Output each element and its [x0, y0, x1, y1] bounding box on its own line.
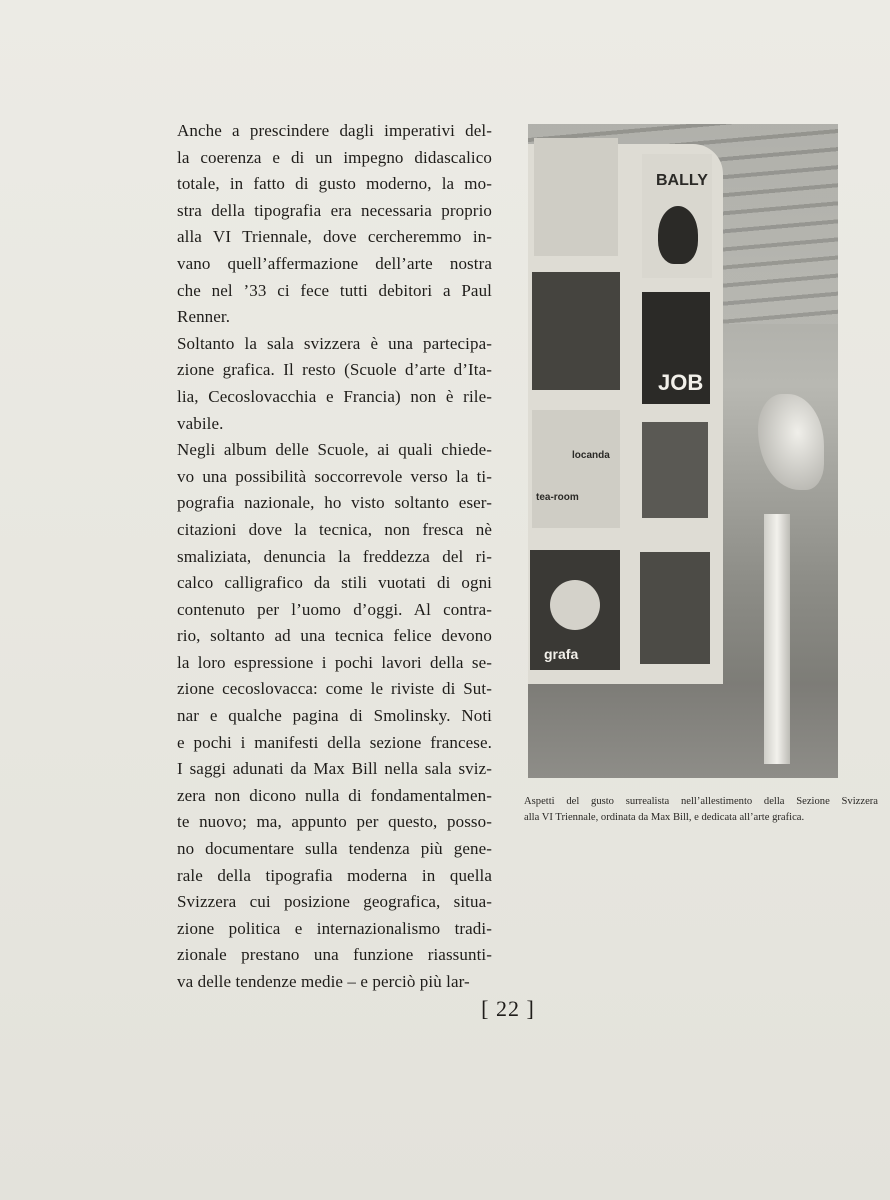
photo-poster-grafa [530, 550, 620, 670]
body-text-line: no documentare sulla tendenza più gene- [177, 839, 492, 859]
body-text-line: la loro espressione i pochi lavori della se- [177, 652, 492, 672]
body-text-line: rale della tipografia moderna in quella [177, 865, 492, 885]
body-text-line: Svizzera cui posizione geografica, situa- [177, 892, 492, 912]
poster-word-bally: BALLY [656, 172, 708, 189]
body-text-line: citazioni dove la tecnica, non fresca nè [177, 519, 492, 539]
body-text-line: e pochi i manifesti della sezione francese. [177, 732, 492, 752]
photo-column-sculpture [764, 514, 790, 764]
body-text-line: Soltanto la sala svizzera è una partecipa- [177, 333, 492, 353]
photo-poster-job [642, 292, 710, 404]
poster-word-grafa: grafa [544, 646, 579, 662]
body-text-line: alla VI Triennale, dove cercheremmo in- [177, 227, 492, 247]
body-text-line: zione cecoslovacca: come le riviste di Sut- [177, 679, 492, 699]
photo-caption [524, 794, 878, 826]
body-text-line: va delle tendenze medie – e perciò più lar- [177, 972, 470, 991]
photo-poster-bally [642, 154, 712, 278]
body-text-line: Renner. [177, 307, 231, 327]
caption-line: alla VI Triennale, ordinata da Max Bill, e dedicata all’arte grafica. [524, 812, 805, 823]
body-text-line: I saggi adunati da Max Bill nella sala sviz- [177, 759, 492, 779]
photo-cone-sculpture [758, 394, 824, 490]
body-text-column [177, 118, 492, 996]
body-text-line: nar e qualche pagina di Smolinsky. Noti [177, 706, 492, 726]
photo-poster-restaurant [532, 410, 620, 528]
photo-poster-schrift [532, 272, 620, 390]
body-text-line: la coerenza e di un impegno didascalico [177, 147, 492, 167]
caption-line: Aspetti del gusto surrealista nell’allestimento della Sezione Svizzera [524, 796, 878, 807]
exhibition-photo [528, 124, 838, 778]
body-text-line: vano quell’affermazione dell’arte nostra [177, 253, 492, 273]
body-text-line: calco calligrafico da stili vuotati di ogni [177, 573, 492, 593]
body-text-line: che nel ’33 ci fece tutti debitori a Paul [177, 280, 492, 300]
body-text-line: Anche a prescindere dagli imperativi del- [177, 121, 492, 140]
photo-disc-shape [550, 580, 600, 630]
photo-shoe-shape [658, 206, 698, 264]
body-text-line: vo una possibilità soccorrevole verso la ti- [177, 466, 492, 486]
poster-word-locanda: locanda [572, 450, 610, 461]
body-text-line: smaliziata, denuncia la freddezza del ri- [177, 546, 492, 566]
body-text-line: pografia nazionale, ho visto soltanto eser- [177, 493, 492, 513]
body-text-line: vabile. [177, 413, 224, 433]
poster-word-tearoom: tea-room [536, 492, 579, 503]
body-text-line: zione grafica. Il resto (Scuole d’arte d’Ita- [177, 360, 492, 380]
body-text-line: Negli album delle Scuole, ai quali chiede- [177, 440, 492, 460]
body-text-line: totale, in fatto di gusto moderno, la mo- [177, 174, 492, 194]
body-text-line: lia, Cecoslovacchia e Francia) non è rile- [177, 386, 492, 406]
body-text-line: rio, soltanto ad una tecnica felice devono [177, 626, 492, 646]
photo-poster-sky [642, 422, 708, 518]
body-text-line: contenuto per l’uomo d’oggi. Al contra- [177, 599, 492, 619]
photo-floor [528, 684, 838, 778]
page-number: [ 22 ] [481, 996, 535, 1021]
body-text-line: zionale prestano una funzione riassunti- [177, 945, 492, 965]
poster-word-job: JOB [658, 370, 704, 395]
body-text-line: zione politica e internazionalismo tradi- [177, 918, 492, 938]
photo-poster-figure [640, 552, 710, 664]
body-text-line: zera non dicono nulla di fondamentalmen- [177, 785, 492, 805]
photo-poster-man [534, 138, 618, 256]
body-text-line: stra della tipografia era necessaria proprio [177, 200, 492, 220]
body-text-line: te nuovo; ma, appunto per questo, posso- [177, 812, 492, 832]
